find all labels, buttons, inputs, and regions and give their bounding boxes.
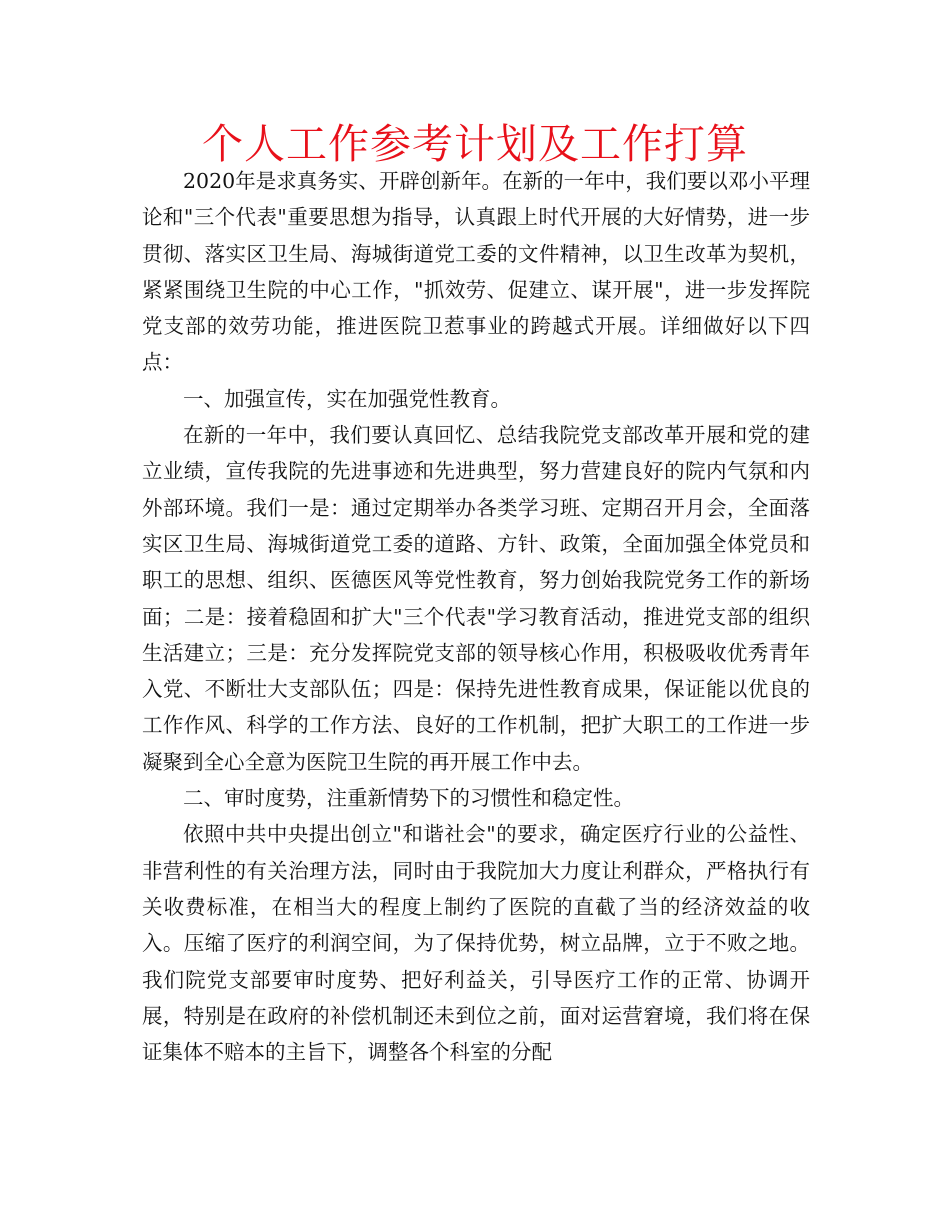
document-body [142,163,810,1070]
paragraph-section-1: 在新的一年中，我们要认真回忆、总结我院党支部改革开展和党的建立业绩，宣传我院的先进事迹和先进典型，努力营建良好的院内气氛和内外部环境。我们一是：通过定期举办各类学习班、定期召开月会，全面落实区卫生局、海城街道党工委的道路、方针、政策，全面加强全体党员和职工的思想、组织、医德医风等党性教育，努力创始我院党务工作的新场面；二是：接着稳固和扩大"三个代表"学习教育活动，推进党支部的组织生活建立；三是：充分发挥院党支部的领导核心作用，积极吸收优秀青年入党、不断壮大支部队伍；四是：保持先进性教育成果，保证能以优良的工作作风、科学的工作方法、良好的工作机制，把扩大职工的工作进一步凝聚到全心全意为医院卫生院的再开展工作中去。 [142,423,810,774]
paragraph-section-2: 依照中共中央提出创立"和谐社会"的要求，确定医疗行业的公益性、非营利性的有关治理方法，同时由于我院加大力度让利群众，严格执行有关收费标准，在相当大的程度上制约了医院的直截了当的经济效益的收入。压缩了医疗的利润空间，为了保持优势，树立品牌，立于不败之地。我们院党支部要审时度势、把好利益关，引导医疗工作的正常、协调开展，特别是在政府的补偿机制还未到位之前，面对运营窘境，我们将在保证集体不赔本的主旨下，调整各个科室的分配 [142,822,810,1065]
section-heading-2: 二、审时度势，注重新情势下的习惯性和稳定性。 [183,786,634,811]
section-heading-1: 一、加强宣传，实在加强党性教育。 [183,386,511,411]
paragraph-intro: 2020年是求真务实、开辟创新年。在新的一年中，我们要以邓小平理论和"三个代表"重要思想为指导，认真跟上时代开展的大好情势，进一步贯彻、落实区卫生局、海城街道党工委的文件精神，以卫生改革为契机，紧紧围绕卫生院的中心工作，"抓效劳、促建立、谋开展"，进一步发挥院党支部的效劳功能，推进医院卫惹事业的跨越式开展。详细做好以下四点： [142,169,810,375]
document-title: 个人工作参考计划及工作打算 [202,120,748,168]
